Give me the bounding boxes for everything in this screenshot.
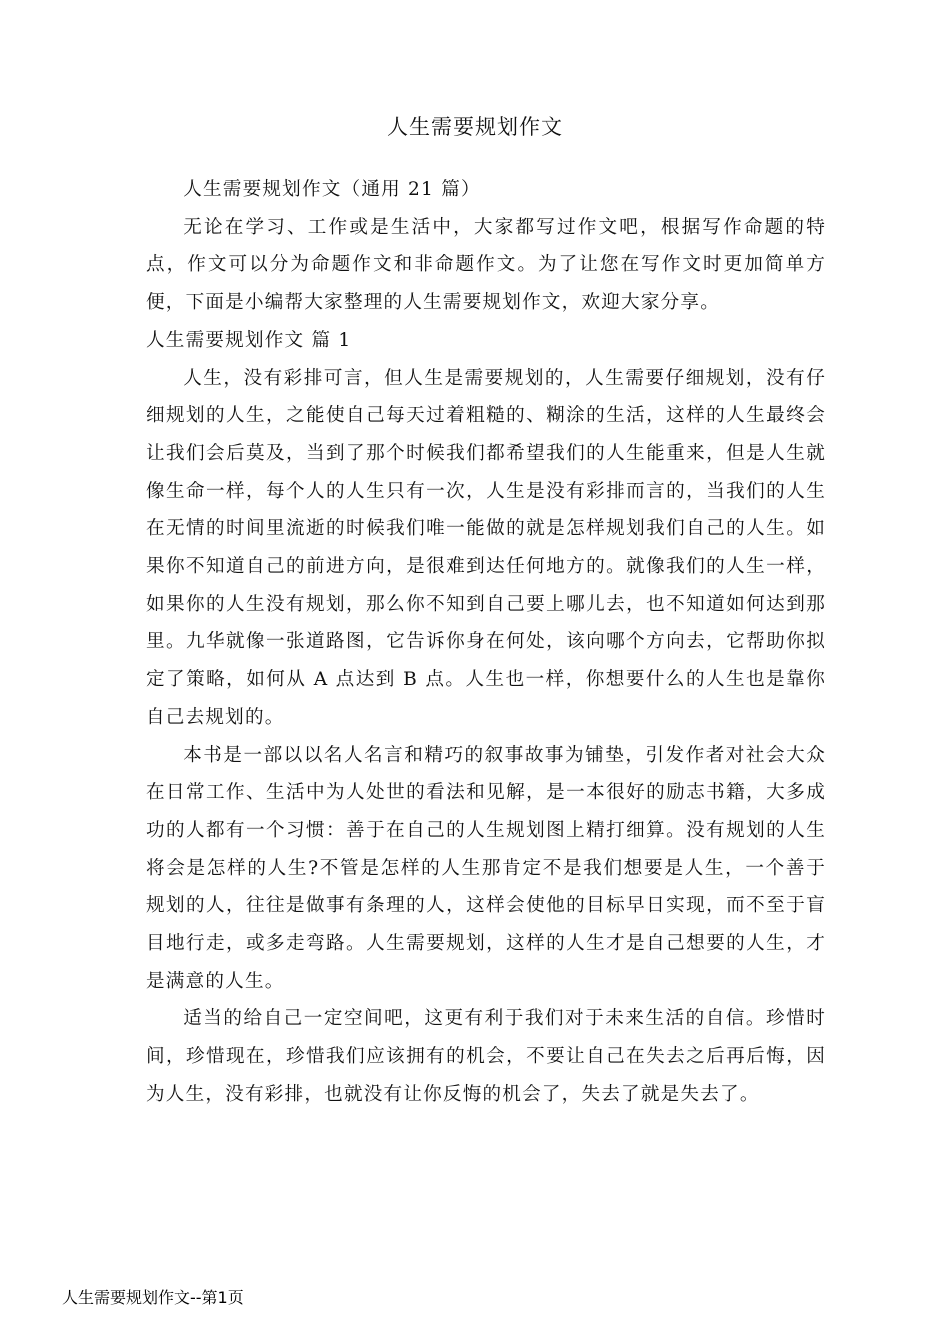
- page-footer: 人生需要规划作文--第1页: [62, 1288, 244, 1307]
- body-paragraph-2: 本书是一部以以名人名言和精巧的叙事故事为铺垫，引发作者对社会大众在日常工作、生活中为人处世的看法和见解，是一本很好的励志书籍，大多成功的人都有一个习惯：善于在自己的人生规划图上精打细算。没有规划的人生将会是怎样的人生?不管是怎样的人生那肯定不是我们想要是人生，一个善于规划的人，往往是做事有条理的人，这样会使他的目标早日实现，而不至于盲目地行走，或多走弯路。人生需要规划，这样的人生才是自己想要的人生，才是满意的人生。: [146, 744, 826, 992]
- section-heading: 人生需要规划作文 篇 1: [146, 329, 352, 351]
- document-subtitle: 人生需要规划作文（通用 21 篇）: [183, 179, 481, 200]
- document-body: [146, 171, 826, 1114]
- intro-paragraph: 无论在学习、工作或是生活中，大家都写过作文吧，根据写作命题的特点，作文可以分为命题作文和非命题作文。为了让您在写作文时更加简单方便，下面是小编帮大家整理的人生需要规划作文，欢迎大家分享。: [146, 216, 826, 314]
- document-title: 人生需要规划作文: [387, 115, 563, 139]
- body-paragraph-1: 人生，没有彩排可言，但人生是需要规划的，人生需要仔细规划，没有仔细规划的人生，之能使自己每天过着粗糙的、糊涂的生活，这样的人生最终会让我们会后莫及，当到了那个时候我们都希望我们的人生能重来，但是人生就像生命一样，每个人的人生只有一次，人生是没有彩排而言的，当我们的人生在无情的时间里流逝的时候我们唯一能做的就是怎样规划我们自己的人生。如果你不知道自己的前进方向，是很难到达任何地方的。就像我们的人生一样，如果你的人生没有规划，那么你不知到自己要上哪儿去，也不知道如何达到那里。九华就像一张道路图，它告诉你身在何处，该向哪个方向去，它帮助你拟定了策略，如何从 A 点达到 B 点。人生也一样，你想要什么的人生也是靠你自己去规划的。: [146, 367, 826, 728]
- body-paragraph-3: 适当的给自己一定空间吧，这更有利于我们对于未来生活的自信。珍惜时间，珍惜现在，珍惜我们应该拥有的机会，不要让自己在失去之后再后悔，因为人生，没有彩排，也就没有让你反悔的机会了，失去了就是失去了。: [146, 1008, 826, 1105]
